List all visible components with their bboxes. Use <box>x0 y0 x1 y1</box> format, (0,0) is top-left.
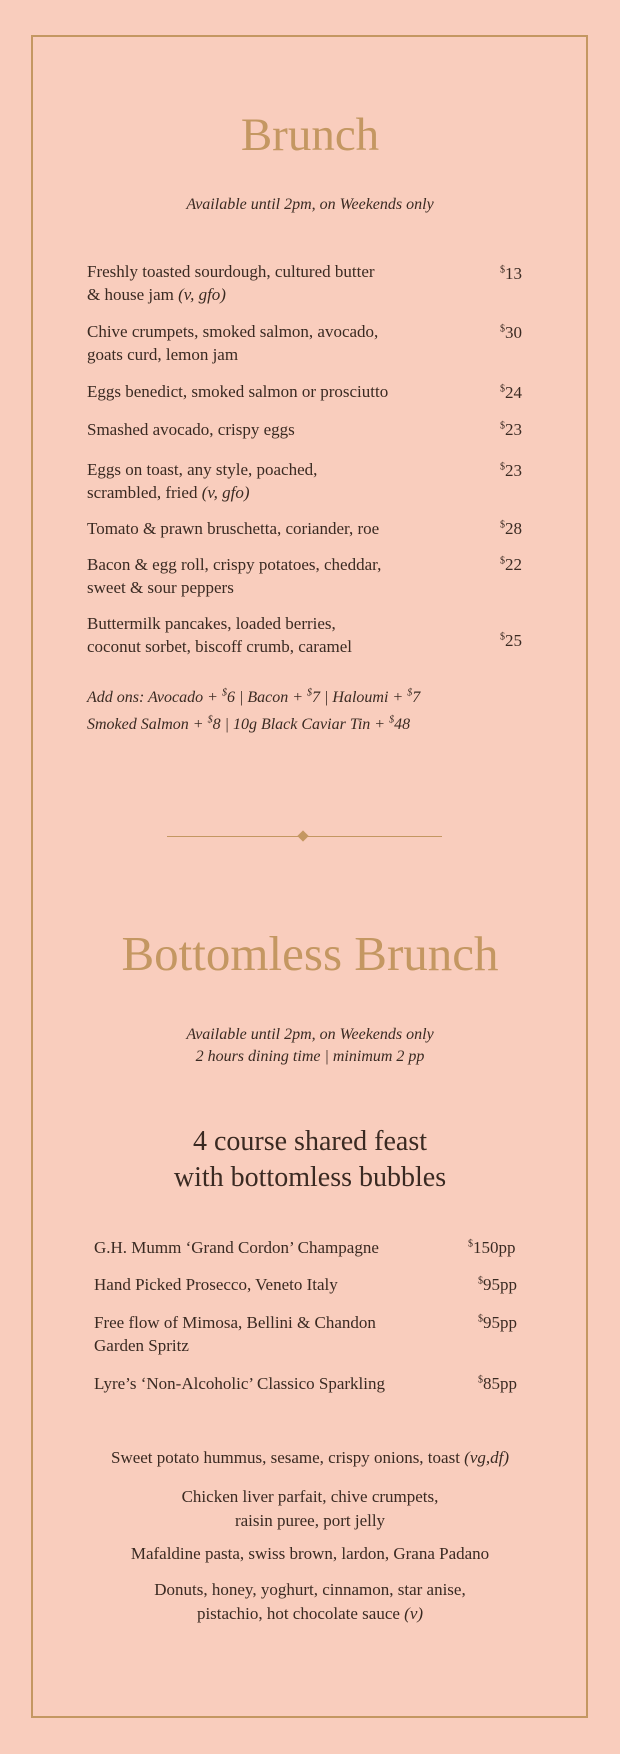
course-item: Chicken liver parfait, chive crumpets, raisin puree, port jelly <box>181 1487 439 1530</box>
feast-heading: 4 course shared feast with bottomless bubbles <box>173 1126 447 1193</box>
bottomless-availability: Available until 2pm, on Weekends only <box>186 1026 434 1043</box>
course-item: Sweet potato hummus, sesame, crispy onions, toast (vg,df) <box>110 1448 510 1467</box>
item-price: $28 <box>500 519 522 538</box>
item-price: $30 <box>500 323 522 342</box>
drink-item: Free flow of Mimosa, Bellini & Chandon Garden Spritz <box>94 1313 376 1355</box>
drink-price: $95pp <box>478 1275 517 1294</box>
drink-price: $95pp <box>478 1313 517 1332</box>
brunch-availability: Available until 2pm, on Weekends only <box>186 196 434 213</box>
drink-item: G.H. Mumm ‘Grand Cordon’ Champagne <box>94 1238 379 1257</box>
drink-price: $85pp <box>478 1374 517 1393</box>
menu-item: Eggs on toast, any style, poached, scrambled, fried (v, gfo) <box>87 460 318 502</box>
item-price: $25 <box>500 631 522 650</box>
add-ons-line: Smoked Salmon + $8 | 10g Black Caviar Tin + $48 <box>87 714 411 733</box>
drink-item: Hand Picked Prosecco, Veneto Italy <box>94 1275 338 1294</box>
add-ons-line: Add ons: Avocado + $6 | Bacon + $7 | Haloumi + $7 <box>87 687 421 706</box>
item-price: $23 <box>500 420 522 439</box>
item-price: $22 <box>500 555 522 574</box>
course-item: Donuts, honey, yoghurt, cinnamon, star anise, pistachio, hot chocolate sauce (v) <box>154 1580 466 1623</box>
menu-item: Bacon & egg roll, crispy potatoes, cheddar, sweet & sour peppers <box>87 555 382 597</box>
bottomless-dining-time: 2 hours dining time | minimum 2 pp <box>195 1048 425 1065</box>
menu-item: Freshly toasted sourdough, cultured butter & house jam (v, gfo) <box>87 262 375 304</box>
brunch-add-ons <box>87 684 420 738</box>
menu-item: Chive crumpets, smoked salmon, avocado, goats curd, lemon jam <box>87 322 379 364</box>
menu-item: Eggs benedict, smoked salmon or prosciutto <box>87 382 389 401</box>
item-price: $24 <box>500 383 522 402</box>
item-price: $23 <box>500 461 522 480</box>
menu-item: Smashed avocado, crispy eggs <box>87 420 295 439</box>
item-price: $13 <box>500 264 522 283</box>
menu-item: Tomato & prawn bruschetta, coriander, roe <box>87 519 380 538</box>
brunch-title: Brunch <box>240 109 380 161</box>
drink-item: Lyre’s ‘Non-Alcoholic’ Classico Sparkling <box>94 1374 385 1393</box>
course-item: Mafaldine pasta, swiss brown, lardon, Grana Padano <box>130 1544 490 1563</box>
menu-item: Buttermilk pancakes, loaded berries, coconut sorbet, biscoff crumb, caramel <box>87 614 352 656</box>
drink-price: $150pp <box>468 1238 516 1257</box>
bottomless-title: Bottomless Brunch <box>121 926 499 981</box>
